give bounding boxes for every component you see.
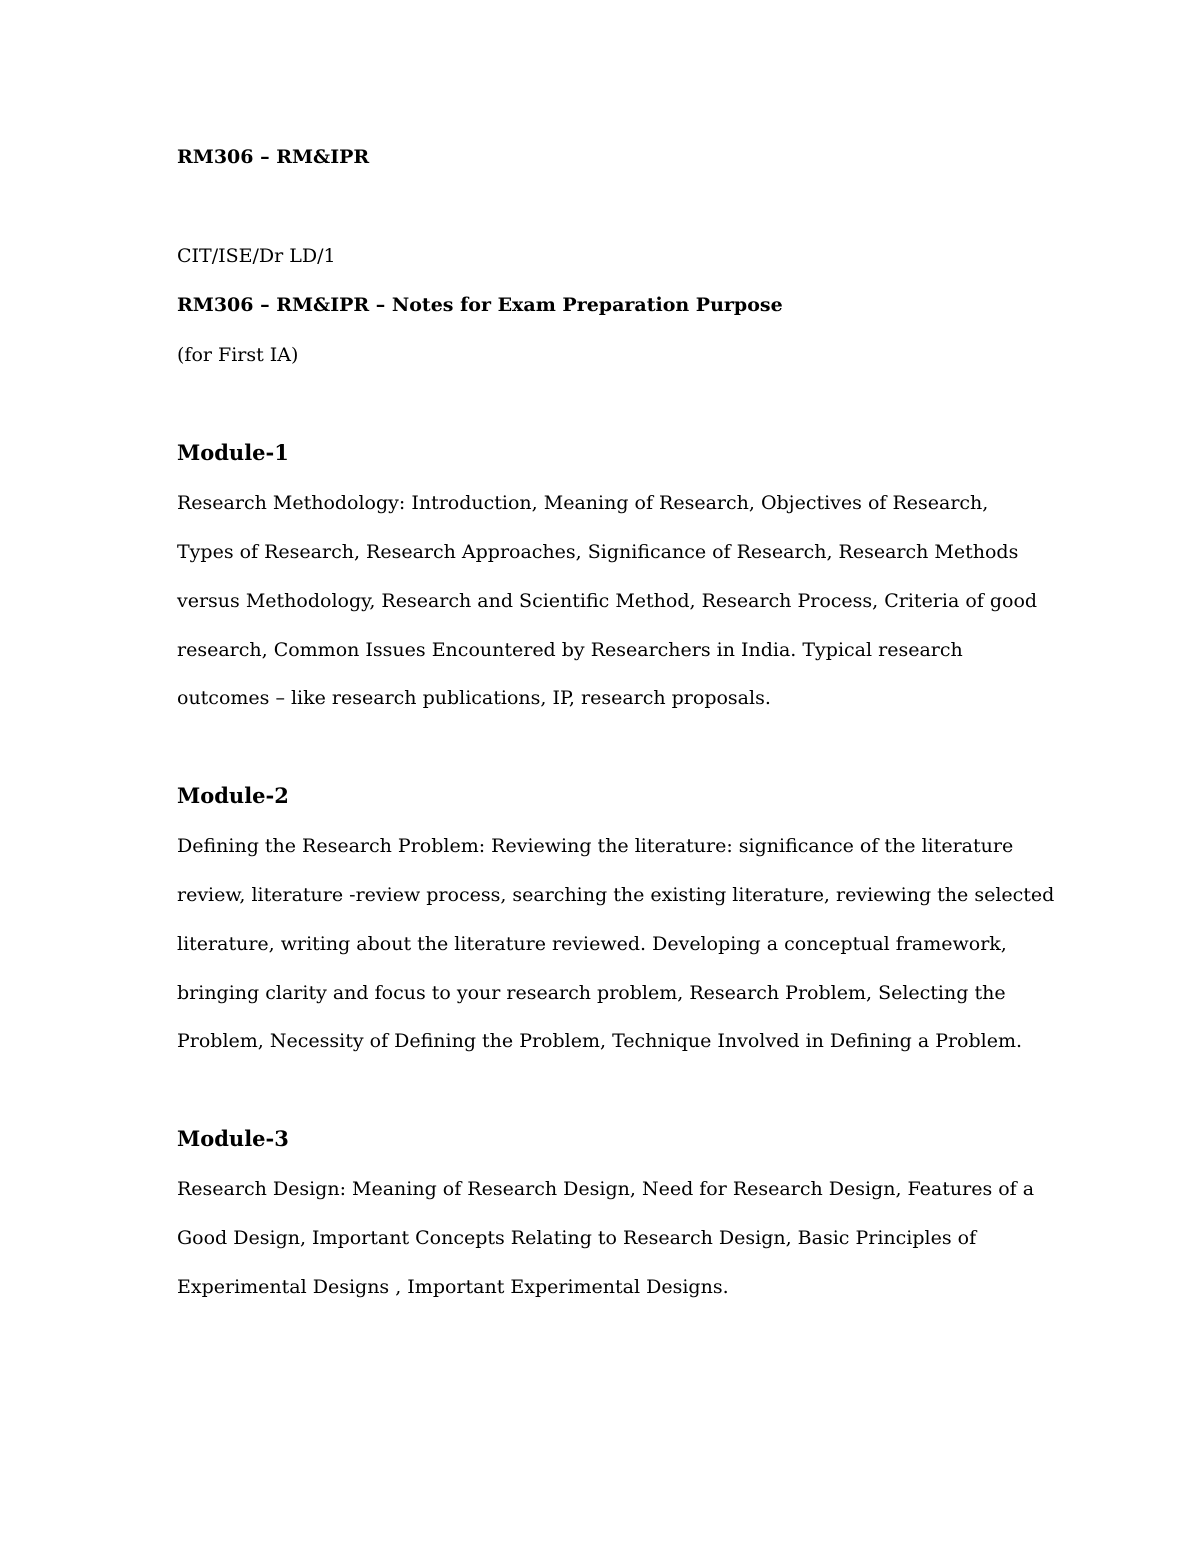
module-2-line: literature, writing about the literature reviewed. Developing a conceptual framework, — [177, 933, 1007, 955]
reference-code: CIT/ISE/Dr LD/1 — [177, 245, 336, 267]
module-3-line: Good Design, Important Concepts Relating to Research Design, Basic Principles of — [177, 1227, 977, 1249]
module-2-heading: Module-2 — [177, 783, 289, 808]
module-3-line: Experimental Designs , Important Experimental Designs. — [177, 1276, 729, 1298]
module-1-line: versus Methodology, Research and Scientific Method, Research Process, Criteria of good — [177, 590, 1038, 612]
module-1-line: Types of Research, Research Approaches, Significance of Research, Research Methods — [177, 541, 1019, 563]
module-1-heading: Module-1 — [177, 440, 289, 465]
course-header: RM306 – RM&IPR — [177, 146, 370, 168]
module-2-line: review, literature -review process, searching the existing literature, reviewing the selected — [177, 884, 1055, 906]
module-2-line: Defining the Research Problem: Reviewing the literature: significance of the literature — [177, 835, 1014, 857]
module-3-heading: Module-3 — [177, 1126, 289, 1151]
notes-title: RM306 – RM&IPR – Notes for Exam Preparation Purpose — [177, 294, 783, 316]
module-1-line: research, Common Issues Encountered by Researchers in India. Typical research — [177, 639, 963, 661]
module-2-line: Problem, Necessity of Defining the Problem, Technique Involved in Defining a Problem. — [177, 1030, 1023, 1052]
module-3-line: Research Design: Meaning of Research Design, Need for Research Design, Features of a — [177, 1178, 1035, 1200]
module-2-line: bringing clarity and focus to your research problem, Research Problem, Selecting the — [177, 982, 1006, 1004]
module-1-line: outcomes – like research publications, IP, research proposals. — [177, 687, 771, 709]
notes-subtitle: (for First IA) — [177, 344, 299, 366]
module-1-line: Research Methodology: Introduction, Meaning of Research, Objectives of Research, — [177, 492, 989, 514]
